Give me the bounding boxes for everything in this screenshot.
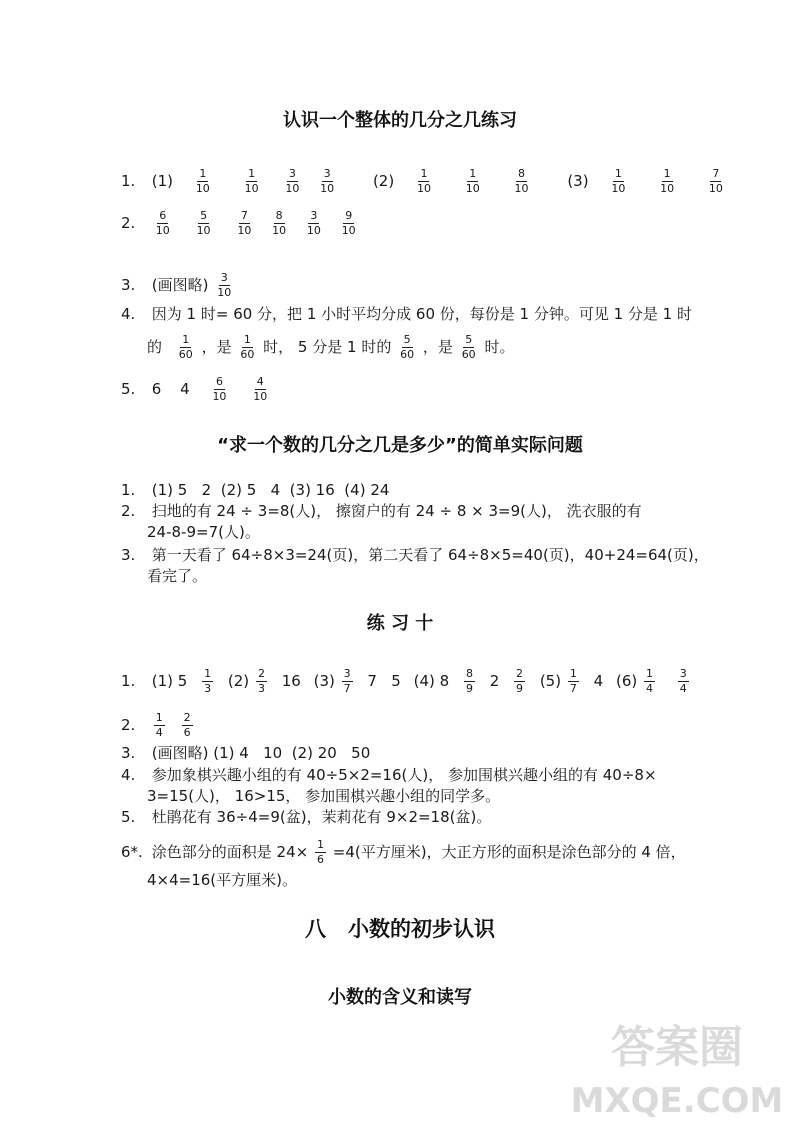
fraction: $\frac{1}{10}$ <box>660 167 675 195</box>
section-title-exercise-ten: 练 习 十 <box>366 613 434 634</box>
question-4-row <box>121 304 692 324</box>
question-3-row-2 <box>147 566 207 586</box>
answer: 16 <box>281 672 301 690</box>
watermark-logo <box>572 1004 782 1122</box>
question-number: 1. <box>121 672 136 690</box>
text: 时， 5 分是 1 时的 <box>263 338 392 356</box>
question-text: 杜鹃花有 36÷4=9(盆)，茉莉花有 9×2=18(盆)。 <box>151 808 492 826</box>
question-3-row <box>121 743 370 763</box>
text: ，是 <box>201 338 232 356</box>
fraction: $\frac{3}{10}$ <box>217 271 232 299</box>
fraction: $\frac{5}{60}$ <box>400 333 415 361</box>
answer: 4 <box>180 380 190 398</box>
question-5-row <box>121 807 491 827</box>
part-label: (5) <box>539 672 562 690</box>
fraction: $\frac{1}{10}$ <box>195 167 210 195</box>
question-text: 参加象棋兴趣小组的有 40÷5×2=16(人)， 参加围棋兴趣小组的有 40÷8× <box>151 766 657 784</box>
fraction: $\frac{8}{10}$ <box>514 167 529 195</box>
section-title-fraction-practice: 认识一个整体的几分之几练习 <box>283 110 517 131</box>
question-1-row <box>121 168 727 195</box>
fraction: $\frac{3}{4}$ <box>679 667 687 695</box>
question-text: 扫地的有 24 ÷ 3=8(人)， 擦窗户的有 24 ÷ 8 × 3=9(人)， 洗衣服的有 <box>151 502 642 520</box>
section-title-decimal-meaning: 小数的含义和读写 <box>328 987 472 1008</box>
part-label: (1) 5 <box>151 672 188 690</box>
answer: 6 <box>151 380 162 398</box>
question-number: 3. <box>121 744 136 762</box>
question-number: 1. <box>121 172 136 190</box>
fraction: $\frac{9}{10}$ <box>341 209 356 237</box>
question-number: 4. <box>121 305 136 323</box>
question-text: 第一天看了 64÷8×3=24(页)，第二天看了 64÷8×5=40(页)，40+24=64(页)， <box>151 546 709 564</box>
fraction: $\frac{3}{7}$ <box>343 667 351 695</box>
part-label: (4) 8 <box>413 672 450 690</box>
fraction: $\frac{1}{60}$ <box>178 333 193 361</box>
fraction: $\frac{7}{10}$ <box>708 167 723 195</box>
fraction: $\frac{1}{10}$ <box>611 167 626 195</box>
question-2-row <box>121 501 642 521</box>
question-number: 1. <box>121 481 136 499</box>
question-2-row <box>121 712 195 739</box>
fraction: $\frac{2}{6}$ <box>183 711 191 739</box>
question-5-row <box>121 376 271 403</box>
answer: 7 5 <box>367 672 401 690</box>
answer: 4 <box>593 672 604 690</box>
fraction: $\frac{5}{60}$ <box>461 333 476 361</box>
question-2-row-2 <box>147 522 260 542</box>
fraction: $\frac{5}{10}$ <box>196 209 211 237</box>
fraction: $\frac{3}{10}$ <box>306 209 321 237</box>
fraction: $\frac{1}{10}$ <box>244 167 259 195</box>
fraction: $\frac{3}{10}$ <box>320 167 335 195</box>
question-text: 看完了。 <box>147 567 208 585</box>
fraction: $\frac{8}{9}$ <box>465 667 473 695</box>
text: 的 <box>147 338 163 356</box>
part-label: (3) <box>313 672 335 690</box>
question-text: (画图略) <box>151 276 209 294</box>
part-label: (1) <box>151 172 174 190</box>
part-label: (6) <box>615 672 638 690</box>
question-text: 3=15(人)， 16>15， 参加围棋兴趣小组的同学多。 <box>147 787 501 805</box>
fraction: $\frac{7}{10}$ <box>237 209 252 237</box>
fraction: $\frac{6}{10}$ <box>212 375 227 403</box>
question-text: 24-8-9=7(人)。 <box>147 523 260 541</box>
fraction: $\frac{1}{10}$ <box>465 167 480 195</box>
fraction: $\frac{4}{10}$ <box>253 375 268 403</box>
section-title-word-problems: “求一个数的几分之几是多少”的简单实际问题 <box>217 435 583 456</box>
answer: 2 <box>489 672 500 690</box>
question-text: (画图略) (1) 4 10 (2) 20 50 <box>151 744 371 762</box>
question-3-row <box>121 545 709 565</box>
fraction: $\frac{3}{10}$ <box>285 167 300 195</box>
question-number: 3. <box>121 546 136 564</box>
question-number: 2. <box>121 502 136 520</box>
part-label: (2) <box>227 672 250 690</box>
question-4-row-2 <box>147 786 500 806</box>
question-text: =4(平方厘米)，大正方形的面积是涂色部分的 4 倍， <box>332 843 686 861</box>
question-number: 5. <box>121 380 136 398</box>
question-6-row <box>121 839 686 866</box>
question-4-row <box>121 765 657 785</box>
watermark-top-text: 答案圈 <box>611 1022 743 1073</box>
fraction: $\frac{1}{6}$ <box>317 838 324 866</box>
text: 时。 <box>484 338 515 356</box>
question-1-row <box>121 480 389 500</box>
question-3-row <box>121 272 235 299</box>
text: ，是 <box>422 338 453 356</box>
question-number: 5. <box>121 808 136 826</box>
question-number: 3. <box>121 276 136 294</box>
question-2-row <box>121 210 360 237</box>
question-6-row-2 <box>147 870 297 890</box>
question-number: 6*. <box>121 843 143 861</box>
question-text: 涂色部分的面积是 24× <box>151 843 309 861</box>
part-label: (2) <box>372 172 395 190</box>
fraction: $\frac{1}{3}$ <box>204 667 212 695</box>
question-number: 2. <box>121 716 136 734</box>
fraction: $\frac{1}{60}$ <box>240 333 255 361</box>
fraction: $\frac{8}{10}$ <box>272 209 287 237</box>
question-4-row-2 <box>147 334 514 361</box>
question-text: 4×4=16(平方厘米)。 <box>147 871 298 889</box>
question-text: 因为 1 时= 60 分，把 1 小时平均分成 60 份，每份是 1 分钟。可见 1 分是 1 时 <box>151 305 692 323</box>
question-number: 4. <box>121 766 136 784</box>
fraction: $\frac{1}{4}$ <box>155 711 163 739</box>
chapter-title: 八 小数的初步认识 <box>305 917 495 941</box>
fraction: $\frac{1}{4}$ <box>646 667 653 695</box>
fraction: $\frac{2}{9}$ <box>516 667 524 695</box>
fraction: $\frac{6}{10}$ <box>155 209 170 237</box>
question-number: 2. <box>121 214 136 232</box>
question-text: (1) 5 2 (2) 5 4 (3) 16 (4) 24 <box>151 481 390 499</box>
question-1-row <box>121 668 691 695</box>
fraction: $\frac{1}{10}$ <box>416 167 431 195</box>
watermark-bottom-text: MXQE.COM <box>572 1081 782 1121</box>
fraction: $\frac{1}{7}$ <box>569 667 577 695</box>
part-label: (3) <box>567 172 589 190</box>
fraction: $\frac{2}{3}$ <box>257 667 265 695</box>
